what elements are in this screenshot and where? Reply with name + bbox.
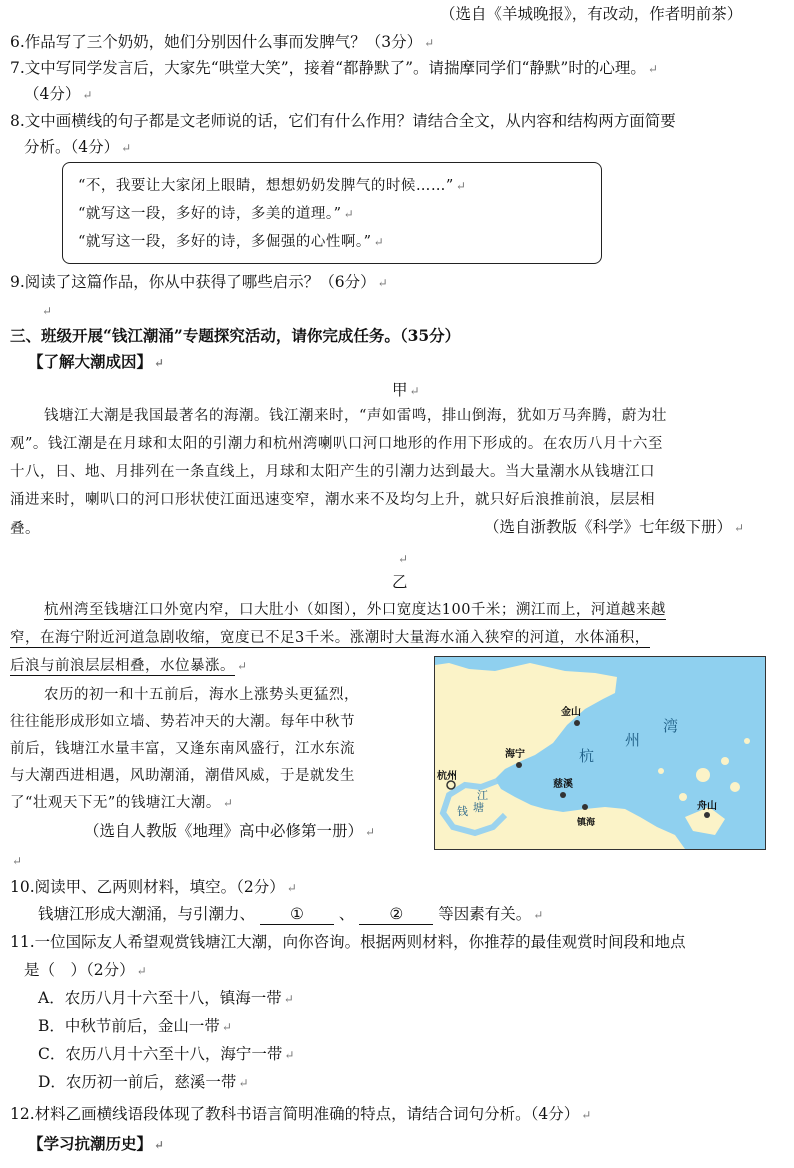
- map-water-tang: 塘: [473, 802, 484, 814]
- source-note: （选自《羊城晚报》，有改动，作者明前茶）: [440, 5, 743, 23]
- question-11: 11.一位国际友人希望观赏钱塘江大潮，向你咨询。根据两则材料，你推荐的最佳观赏时间段和地点: [10, 933, 686, 951]
- option-b[interactable]: B．中秋节前后，金山一带 ↵: [38, 1017, 232, 1035]
- jia-line: 涌进来时，喇叭口的河口形状使江面迅速变窄，潮水来不及均匀上升，就只好后浪推前浪，层层相: [10, 492, 655, 508]
- map-island: [744, 738, 750, 744]
- map-island: [679, 793, 687, 801]
- map-water-zhou: 州: [625, 732, 641, 749]
- yi-underlined-line: 杭州湾至钱塘江口外宽内窄，口大肚小（如图），外口宽度达100千米；溯江而上，河道越来越: [44, 602, 666, 618]
- task-2-heading: 【学习抗潮历史】 ↵: [28, 1134, 165, 1153]
- question-7-score: （4分） ↵: [24, 85, 93, 103]
- yi-line: 前后，钱塘江水量丰富，又逢东南风盛行，江水东流: [10, 741, 355, 757]
- map-island: [658, 768, 664, 774]
- return-mark: ↵: [398, 552, 409, 566]
- map-island: [696, 768, 710, 782]
- map-label-zhoushan: 舟山: [697, 801, 717, 812]
- yi-line: 与大潮西进相遇，风助潮涌，潮借风威，于是就发生: [10, 768, 355, 784]
- place-dot: [574, 720, 580, 726]
- option-d[interactable]: D．农历初一前后，慈溪一带 ↵: [38, 1073, 249, 1091]
- map-water-hang: 杭: [579, 748, 595, 765]
- question-7: 7.文中写同学发言后，大家先“哄堂大笑”，接着“都静默了”。请揣摩同学们“静默”时的心理。 ↵: [10, 59, 658, 77]
- return-mark: ↵: [42, 304, 53, 318]
- question-8: 8.文中画横线的句子都是文老师说的话，它们有什么作用？请结合全文，从内容和结构两方面简要: [10, 112, 676, 130]
- question-10-fill: 钱塘江形成大潮涌，与引潮力、 ① 、 ② 等因素有关。 ↵: [38, 905, 544, 923]
- place-dot: [704, 812, 710, 818]
- map-water-qian: 钱: [457, 806, 468, 818]
- map-water-wan: 湾: [663, 718, 679, 735]
- map-label-jinshan: 金山: [561, 707, 581, 718]
- question-11-cont: 是（ ）（2分） ↵: [24, 961, 147, 979]
- yi-line: 了“壮观天下无”的钱塘江大潮。 ↵: [10, 795, 234, 811]
- map-water-jiang: 江: [477, 790, 488, 802]
- place-dot: [560, 792, 566, 798]
- option-c[interactable]: C．农历八月十六至十八，海宁一带 ↵: [38, 1045, 295, 1063]
- blank-1[interactable]: ①: [260, 904, 334, 925]
- task-1-heading: 【了解大潮成因】 ↵: [28, 352, 165, 371]
- quote-line: “就写这一段，多好的诗，多美的道理。” ↵: [78, 206, 355, 222]
- jia-line: 观”。钱江潮是在月球和太阳的引潮力和杭州湾喇叭口河口地形的作用下形成的。在农历八月十六至: [10, 436, 663, 452]
- question-6: 6.作品写了三个奶奶，她们分别因什么事而发脾气？（3分） ↵: [10, 33, 435, 51]
- yi-source: （选自人教版《地理》高中必修第一册） ↵: [84, 822, 376, 840]
- question-9: 9.阅读了这篇作品，你从中获得了哪些启示？（6分） ↵: [10, 273, 388, 291]
- place-dot: [582, 804, 588, 810]
- yi-line: 农历的初一和十五前后，海水上涨势头更猛烈，: [44, 687, 359, 703]
- map-island: [721, 757, 729, 765]
- material-jia-title: 甲 ↵: [392, 381, 420, 399]
- question-10: 10.阅读甲、乙两则材料，填空。（2分） ↵: [10, 878, 297, 896]
- jia-line: 叠。: [10, 521, 40, 537]
- yi-underlined-line: 窄，在海宁附近河道急剧收缩，宽度已不足3千米。涨潮时大量海水涌入狭窄的河道，水体涌积，: [10, 630, 650, 646]
- material-yi-title: 乙: [392, 573, 408, 591]
- section-3-heading: 三、班级开展“钱江潮涌”专题探究活动，请你完成任务。（35分）: [10, 326, 461, 345]
- quote-line: “不，我要让大家闭上眼睛，想想奶奶发脾气的时候……” ↵: [78, 178, 467, 194]
- return-mark: ↵: [12, 854, 23, 868]
- question-8-cont: 分析。（4分） ↵: [24, 138, 132, 156]
- option-a[interactable]: A．农历八月十六至十八，镇海一带 ↵: [38, 989, 294, 1007]
- yi-underlined-line: 后浪与前浪层层相叠，水位暴涨。 ↵: [10, 658, 248, 674]
- place-dot: [516, 762, 522, 768]
- map-label-zhenhai: 镇海: [577, 817, 596, 827]
- blank-2[interactable]: ②: [359, 904, 433, 925]
- map-island: [730, 782, 740, 792]
- jia-line: 十八，日、地、月排列在一条直线上，月球和太阳产生的引潮力达到最大。当大量潮水从钱塘江口: [10, 464, 655, 480]
- map-label-haining: 海宁: [505, 749, 525, 760]
- jia-source: （选自浙教版《科学》七年级下册） ↵: [484, 518, 745, 536]
- map-label-hangzhou: 杭州: [437, 771, 457, 782]
- hangzhou-bay-map: [434, 656, 766, 850]
- quote-line: “就写这一段，多好的诗，多倔强的心性啊。” ↵: [78, 234, 385, 250]
- map-label-cixi: 慈溪: [553, 779, 573, 790]
- yi-line: 往往能形成形如立墙、势若冲天的大潮。每年中秋节: [10, 714, 355, 730]
- jia-line: 钱塘江大潮是我国最著名的海潮。钱江潮来时，“声如雷鸣，排山倒海，犹如万马奔腾，蔚为壮: [44, 408, 667, 424]
- question-12: 12.材料乙画横线语段体现了教科书语言简明准确的特点，请结合词句分析。（4分） ↵: [10, 1105, 592, 1123]
